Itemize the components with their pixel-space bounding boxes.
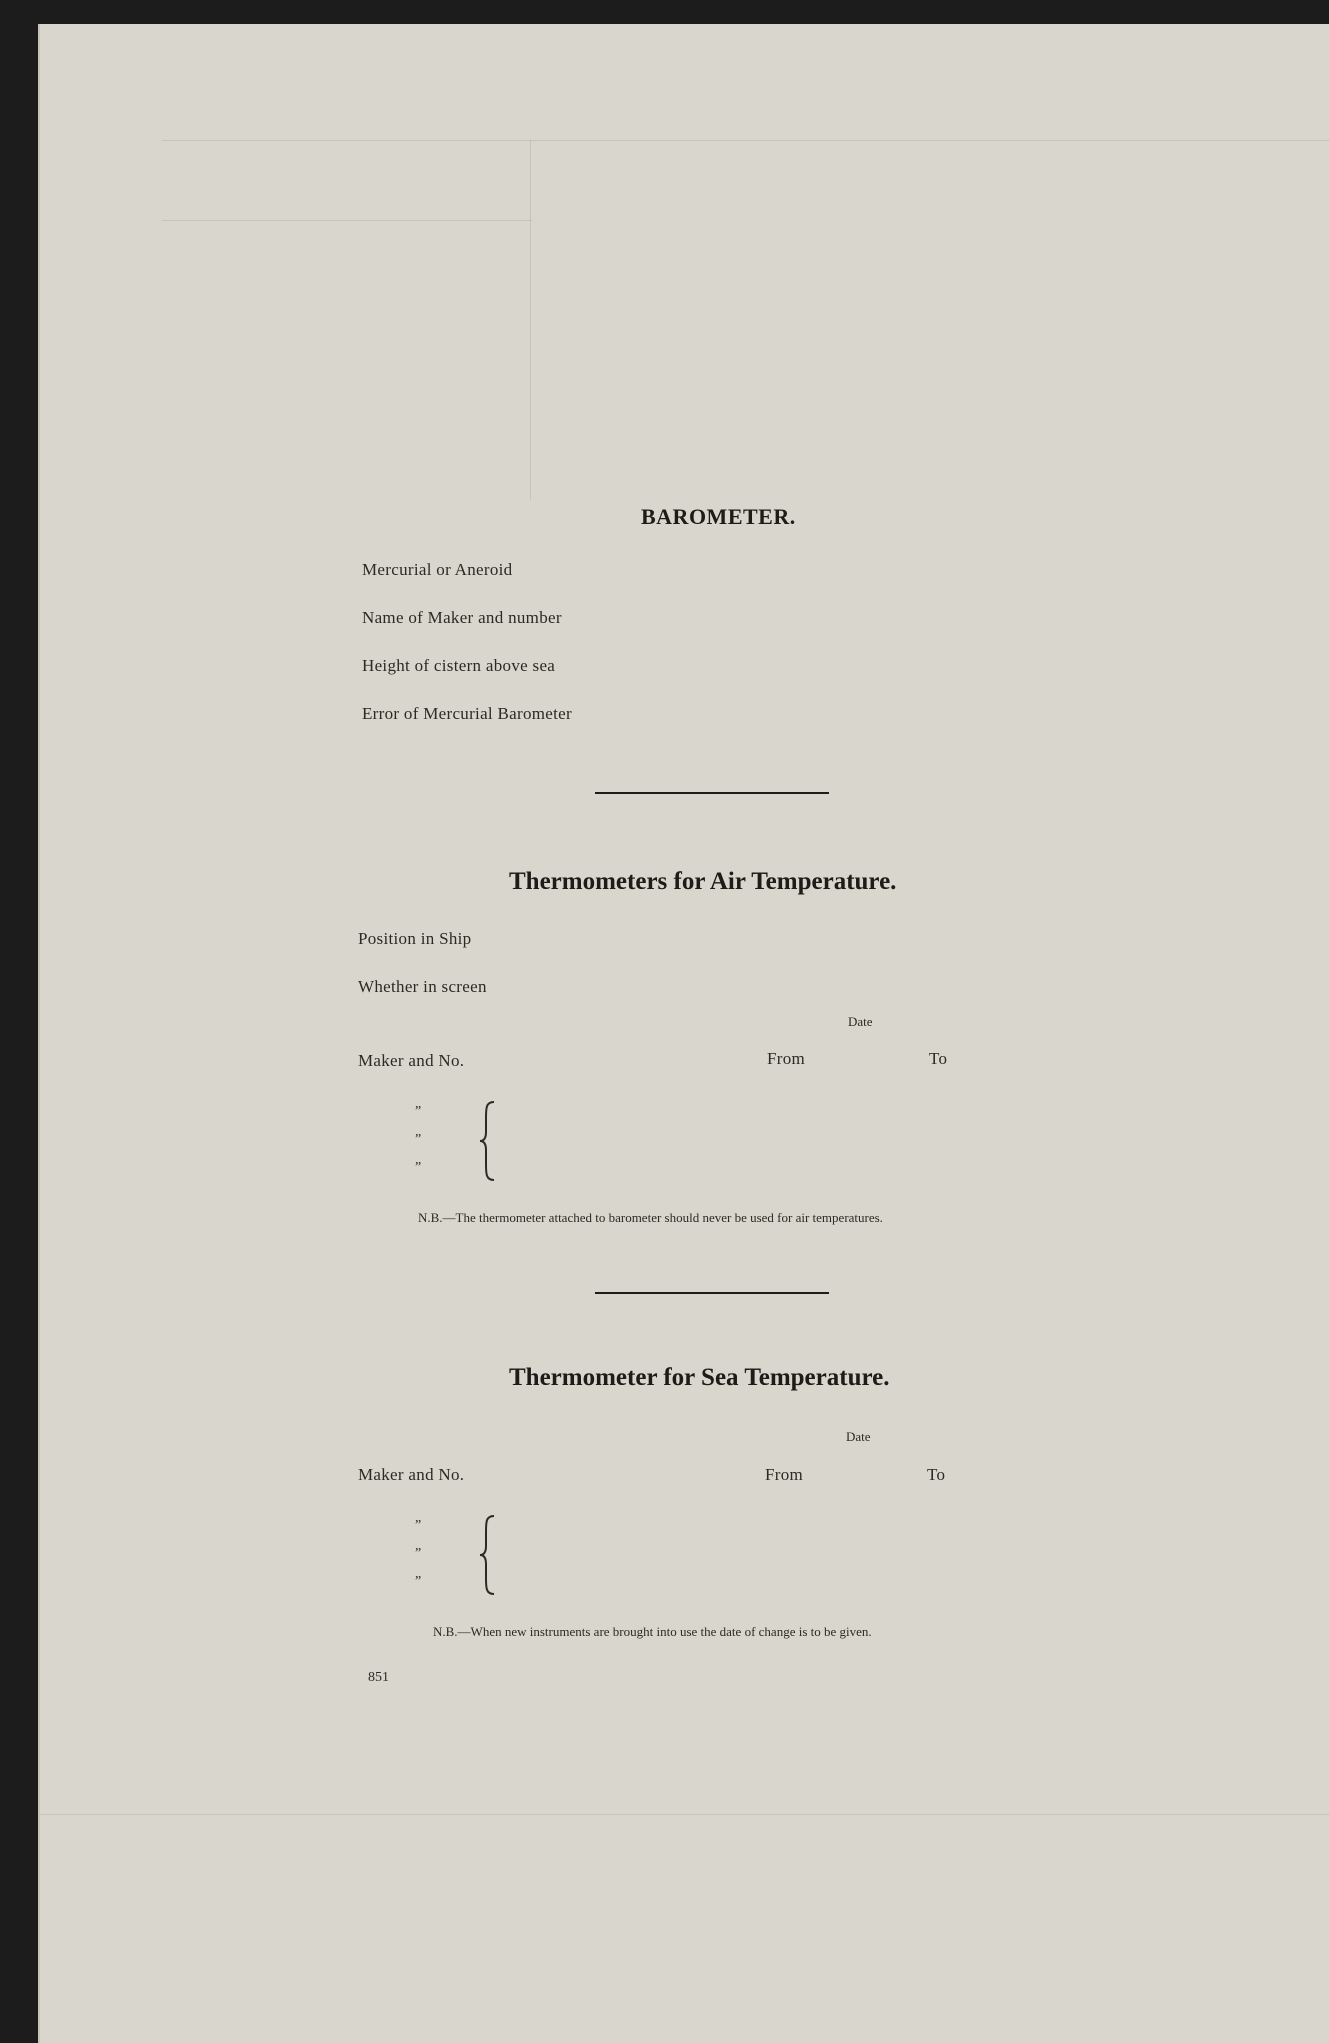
section-divider: [595, 792, 829, 794]
sea-date-label: Date: [846, 1429, 871, 1444]
barometer-field-maker: Name of Maker and number: [362, 608, 562, 627]
air-title: Thermometers for Air Temperature.: [509, 868, 897, 895]
form-page: [38, 24, 1329, 2043]
sea-from-label: From: [765, 1465, 804, 1484]
sea-ditto-mark: ”: [415, 1574, 422, 1589]
air-ditto-mark: ”: [415, 1132, 422, 1147]
sea-ditto-mark: ”: [415, 1546, 422, 1561]
bleed-through-rule: [40, 1814, 1329, 1815]
sea-maker-label: Maker and No.: [358, 1465, 465, 1484]
barometer-field-height: Height of cistern above sea: [362, 656, 556, 675]
page-number: 851: [368, 1670, 389, 1685]
sea-title: Thermometer for Sea Temperature.: [509, 1364, 890, 1391]
sea-to-label: To: [927, 1465, 946, 1484]
bleed-through-rule: [162, 220, 532, 221]
sea-note: N.B.—When new instruments are brought into use the date of change is to be given.: [433, 1624, 872, 1639]
air-ditto-mark: ”: [415, 1104, 422, 1119]
air-to-label: To: [929, 1049, 948, 1068]
air-position-label: Position in Ship: [358, 929, 472, 948]
barometer-field-type: Mercurial or Aneroid: [362, 560, 513, 579]
sea-brace: [478, 1514, 500, 1596]
bleed-through-rule: [162, 140, 1329, 141]
air-ditto-mark: ”: [415, 1160, 422, 1175]
section-divider: [595, 1292, 829, 1294]
air-note: N.B.—The thermometer attached to barometer should never be used for air temperatures.: [418, 1210, 883, 1225]
air-screen-label: Whether in screen: [358, 977, 487, 996]
barometer-field-error: Error of Mercurial Barometer: [362, 704, 572, 723]
air-date-label: Date: [848, 1014, 873, 1029]
barometer-title: BAROMETER.: [641, 504, 796, 529]
air-maker-label: Maker and No.: [358, 1051, 465, 1070]
air-brace: [478, 1100, 500, 1182]
air-from-label: From: [767, 1049, 806, 1068]
bleed-through-rule: [530, 140, 531, 500]
sea-ditto-mark: ”: [415, 1518, 422, 1533]
